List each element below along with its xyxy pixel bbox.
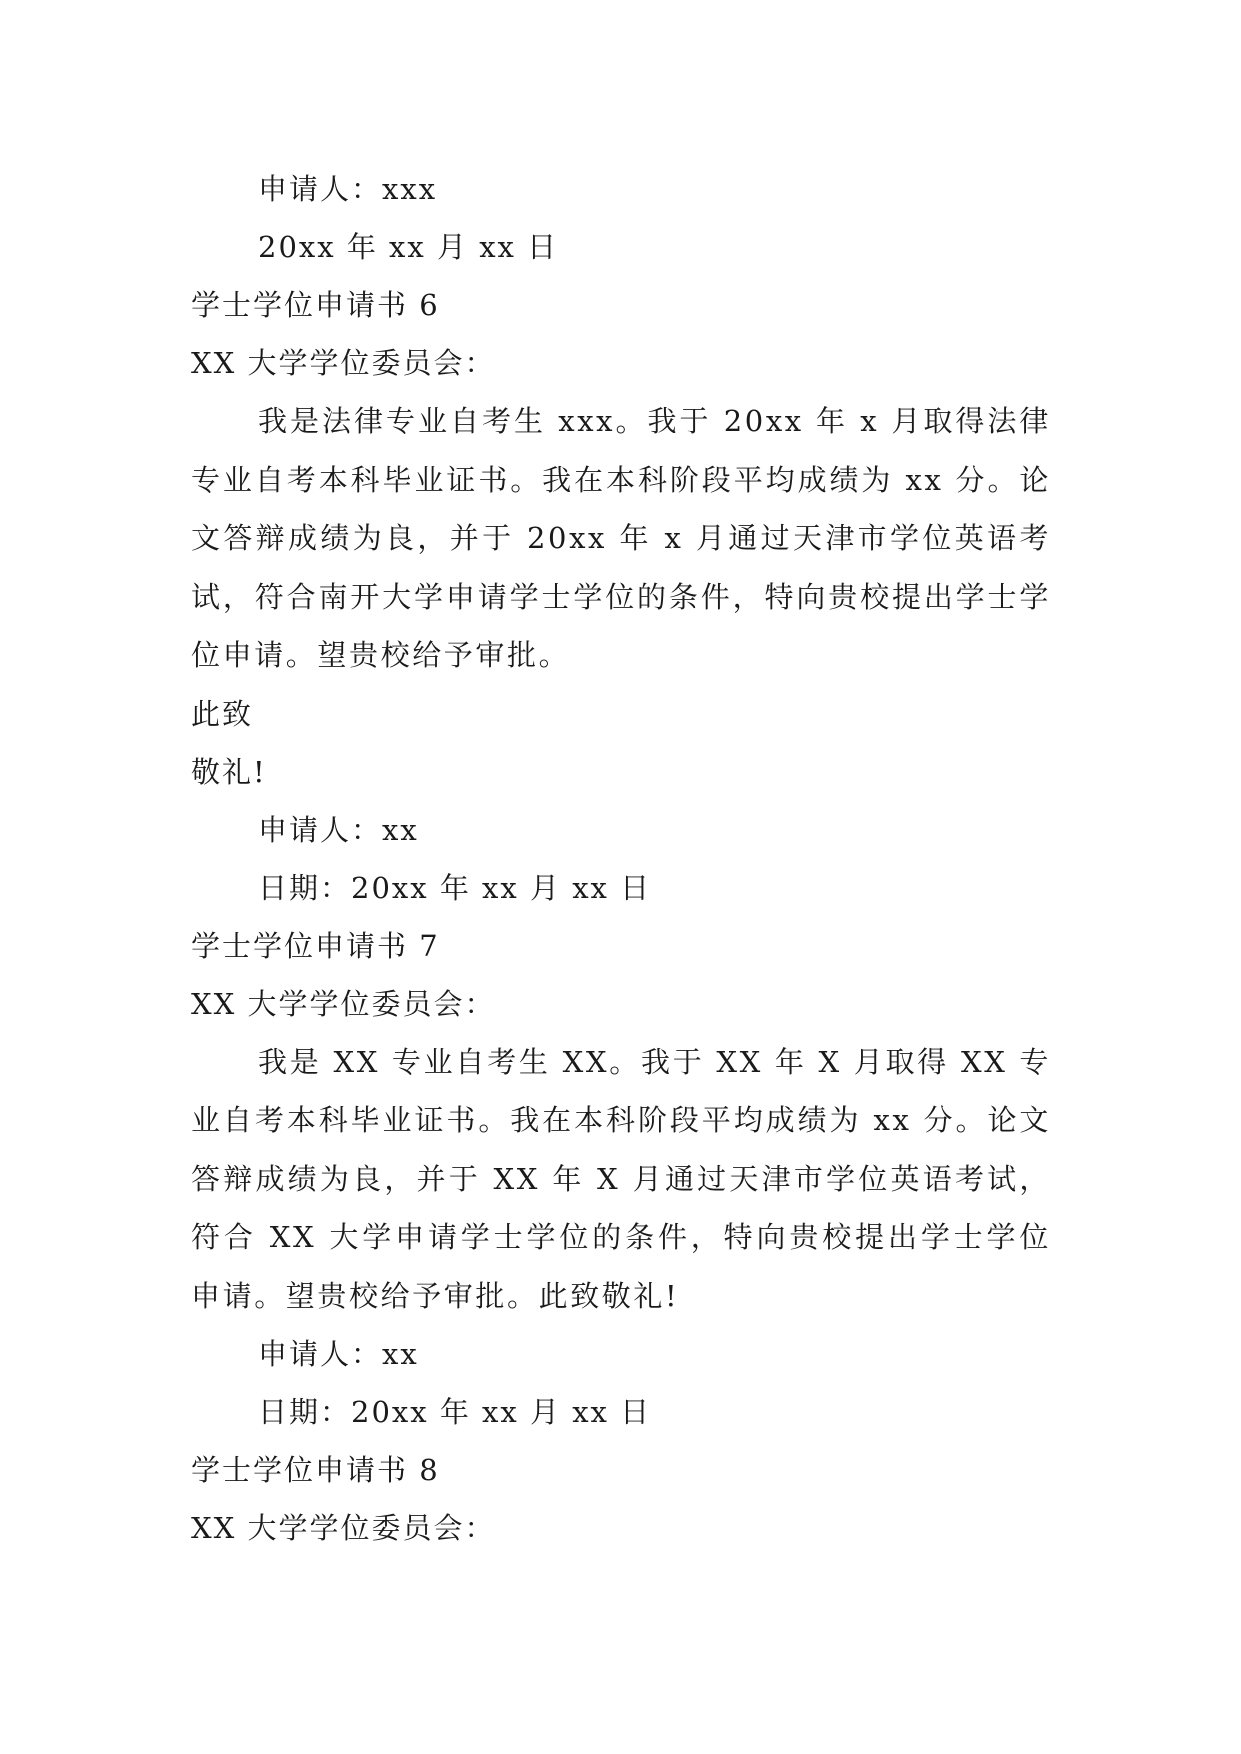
- date-line: 日期：20xx 年 xx 月 xx 日: [258, 1395, 652, 1429]
- document-body: [191, 160, 1051, 1557]
- section-heading: 学士学位申请书 7: [191, 928, 440, 963]
- salutation: XX 大学学位委员会：: [191, 986, 496, 1021]
- applicant-line: 申请人：xxx: [258, 172, 438, 206]
- body-paragraph: 我是法律专业自考生 xxx。我于 20xx 年 x 月取得法律专业自考本科毕业证书。我在本科阶段平均成绩为 xx 分。论文答辩成绩为良，并于 20xx 年 x 月通过天津市学位英语考试，符合南开大学申请学士学位的条件，特向贵校提出学士学位申请。望贵校给予审批。: [191, 404, 1051, 672]
- closing-line: 敬礼!: [191, 754, 267, 789]
- section-heading: 学士学位申请书 8: [191, 1453, 440, 1487]
- salutation: XX 大学学位委员会：: [191, 1511, 496, 1545]
- date-line: 20xx 年 xx 月 xx 日: [258, 230, 559, 264]
- applicant-line: 申请人：xx: [258, 1337, 419, 1371]
- applicant-line: 申请人：xx: [258, 812, 419, 847]
- closing-line: 此致: [191, 696, 254, 731]
- date-line: 日期：20xx 年 xx 月 xx 日: [258, 870, 652, 905]
- salutation: XX 大学学位委员会：: [191, 346, 496, 380]
- body-paragraph: 我是 XX 专业自考生 XX。我于 XX 年 X 月取得 XX 专业自考本科毕业证书。我在本科阶段平均成绩为 xx 分。论文答辩成绩为良，并于 XX 年 X 月通过天津市学位英语考试，符合 XX 大学申请学士学位的条件，特向贵校提出学士学位申请。望贵校给予审批。此致敬礼!: [191, 1044, 1051, 1313]
- section-heading: 学士学位申请书 6: [191, 288, 440, 322]
